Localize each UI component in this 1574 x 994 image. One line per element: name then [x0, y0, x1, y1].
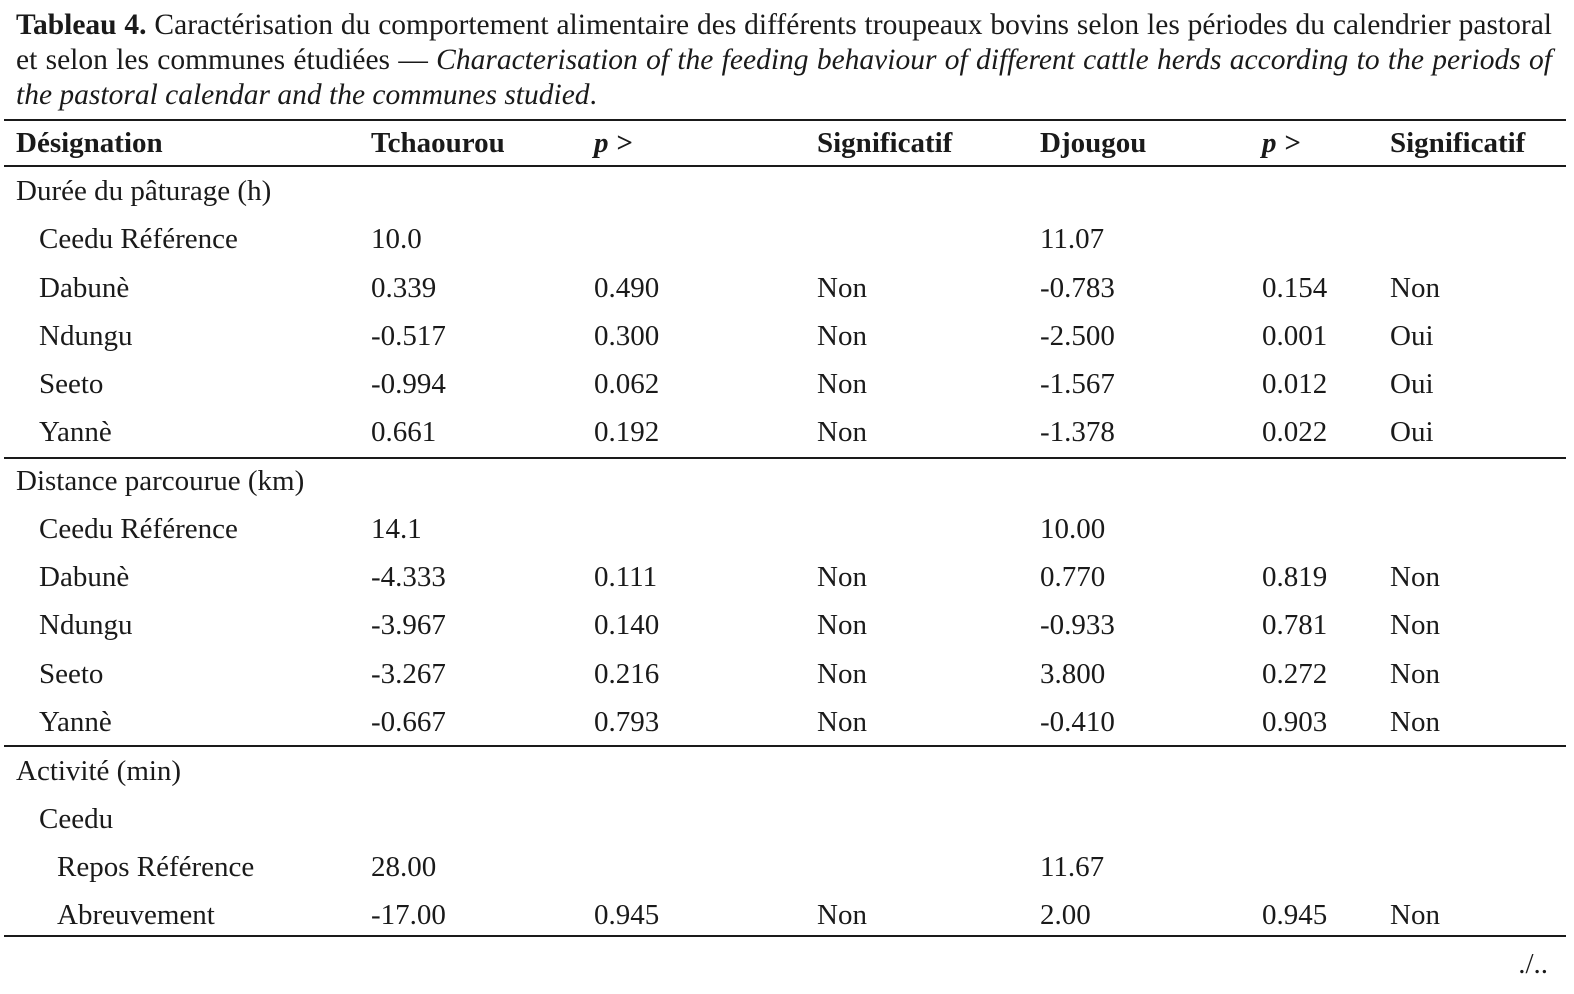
tchaourou-p: 0.300	[594, 320, 660, 352]
djougou-value: -0.783	[1040, 272, 1115, 304]
tchaourou-value: -0.994	[371, 368, 446, 400]
row-label: Ndungu	[39, 320, 133, 352]
djougou-p: 0.012	[1262, 368, 1328, 400]
continued-marker: ./..	[1518, 948, 1548, 980]
table-row	[0, 215, 1574, 263]
tchaourou-significatif: Non	[817, 368, 867, 400]
tchaourou-p: 0.216	[594, 658, 660, 690]
section-title-row	[0, 167, 1574, 215]
tchaourou-significatif: Non	[817, 416, 867, 448]
section-title: Distance parcourue (km)	[16, 465, 305, 497]
table-row	[0, 505, 1574, 553]
djougou-value: -1.378	[1040, 416, 1115, 448]
tchaourou-p: 0.490	[594, 272, 660, 304]
djougou-p: 0.154	[1262, 272, 1328, 304]
djougou-p: 0.001	[1262, 320, 1328, 352]
table-row	[0, 553, 1574, 601]
djougou-value: 11.67	[1040, 851, 1105, 883]
tchaourou-p: 0.945	[594, 899, 660, 931]
tchaourou-value: -0.667	[371, 706, 446, 738]
tchaourou-value: 0.661	[371, 416, 437, 448]
djougou-p: 0.903	[1262, 706, 1328, 738]
section-title: Durée du pâturage (h)	[16, 175, 272, 207]
tchaourou-significatif: Non	[817, 706, 867, 738]
section-title-row	[0, 747, 1574, 795]
row-label: Repos Référence	[57, 851, 255, 883]
caption-text-fr: Caractérisation du comportement alimentaire des différents troupeaux bovins selon les périodes du calendrier pastoral et selon les communes étudiées —	[16, 9, 1552, 76]
header-p-tchaourou: p >	[594, 127, 633, 159]
table-label: Tableau 4.	[16, 9, 147, 41]
djougou-value: 11.07	[1040, 223, 1105, 255]
djougou-significatif: Non	[1390, 561, 1440, 593]
row-label: Seeto	[39, 368, 104, 400]
djougou-value: -0.410	[1040, 706, 1115, 738]
tchaourou-value: -17.00	[371, 899, 446, 931]
djougou-significatif: Non	[1390, 899, 1440, 931]
tchaourou-significatif: Non	[817, 320, 867, 352]
row-label: Ceedu Référence	[39, 513, 238, 545]
tchaourou-value: -4.333	[371, 561, 446, 593]
tchaourou-value: 0.339	[371, 272, 437, 304]
tchaourou-p: 0.192	[594, 416, 660, 448]
row-label: Yannè	[39, 416, 112, 448]
djougou-value: 0.770	[1040, 561, 1106, 593]
table-row	[0, 312, 1574, 360]
tchaourou-value: 14.1	[371, 513, 422, 545]
table-row	[0, 650, 1574, 698]
djougou-value: 3.800	[1040, 658, 1106, 690]
row-label: Yannè	[39, 706, 112, 738]
header-p-djougou: p >	[1262, 127, 1301, 159]
row-label: Abreuvement	[57, 899, 215, 931]
djougou-value: 2.00	[1040, 899, 1091, 931]
header-significatif-djougou: Significatif	[1390, 127, 1526, 159]
caption-text-en: Characterisation of the feeding behaviour of different cattle herds according to the periods of the pastoral calendar and the communes studied	[16, 44, 1552, 111]
djougou-value: 10.00	[1040, 513, 1106, 545]
header-designation: Désignation	[16, 127, 163, 159]
row-label: Dabunè	[39, 272, 130, 304]
table-row	[0, 408, 1574, 456]
tchaourou-significatif: Non	[817, 272, 867, 304]
djougou-p: 0.945	[1262, 899, 1328, 931]
djougou-significatif: Non	[1390, 658, 1440, 690]
table-caption	[16, 8, 1552, 113]
tchaourou-p: 0.793	[594, 706, 660, 738]
djougou-p: 0.272	[1262, 658, 1328, 690]
djougou-significatif: Non	[1390, 272, 1440, 304]
header-significatif-tchaourou: Significatif	[817, 127, 953, 159]
tchaourou-significatif: Non	[817, 658, 867, 690]
djougou-value: -1.567	[1040, 368, 1115, 400]
table-row	[0, 891, 1574, 939]
header-djougou: Djougou	[1040, 127, 1147, 159]
tchaourou-value: 10.0	[371, 223, 422, 255]
tchaourou-significatif: Non	[817, 609, 867, 641]
table-row	[0, 843, 1574, 891]
table-row	[0, 601, 1574, 649]
djougou-significatif: Oui	[1390, 320, 1434, 352]
djougou-significatif: Non	[1390, 609, 1440, 641]
subsection-title: Ceedu	[39, 803, 114, 835]
table-row	[0, 264, 1574, 312]
tchaourou-significatif: Non	[817, 899, 867, 931]
row-label: Dabunè	[39, 561, 130, 593]
table-row	[0, 698, 1574, 746]
djougou-value: -0.933	[1040, 609, 1115, 641]
djougou-p: 0.781	[1262, 609, 1328, 641]
djougou-p: 0.819	[1262, 561, 1328, 593]
bottom-rule	[4, 935, 1566, 937]
tchaourou-value: -0.517	[371, 320, 446, 352]
tchaourou-value: -3.967	[371, 609, 446, 641]
table-row	[0, 360, 1574, 408]
djougou-significatif: Oui	[1390, 416, 1434, 448]
subsection-title-row	[0, 795, 1574, 843]
tchaourou-significatif: Non	[817, 561, 867, 593]
row-label: Ceedu Référence	[39, 223, 238, 255]
row-label: Seeto	[39, 658, 104, 690]
djougou-significatif: Oui	[1390, 368, 1434, 400]
tchaourou-value: -3.267	[371, 658, 446, 690]
header-tchaourou: Tchaourou	[371, 127, 505, 159]
tchaourou-value: 28.00	[371, 851, 437, 883]
djougou-significatif: Non	[1390, 706, 1440, 738]
djougou-value: -2.500	[1040, 320, 1115, 352]
table-header	[0, 119, 1574, 167]
caption-end: .	[589, 79, 597, 111]
djougou-p: 0.022	[1262, 416, 1328, 448]
tchaourou-p: 0.062	[594, 368, 660, 400]
tchaourou-p: 0.111	[594, 561, 658, 593]
section-title-row	[0, 457, 1574, 505]
tchaourou-p: 0.140	[594, 609, 660, 641]
row-label: Ndungu	[39, 609, 133, 641]
section-title: Activité (min)	[16, 755, 182, 787]
